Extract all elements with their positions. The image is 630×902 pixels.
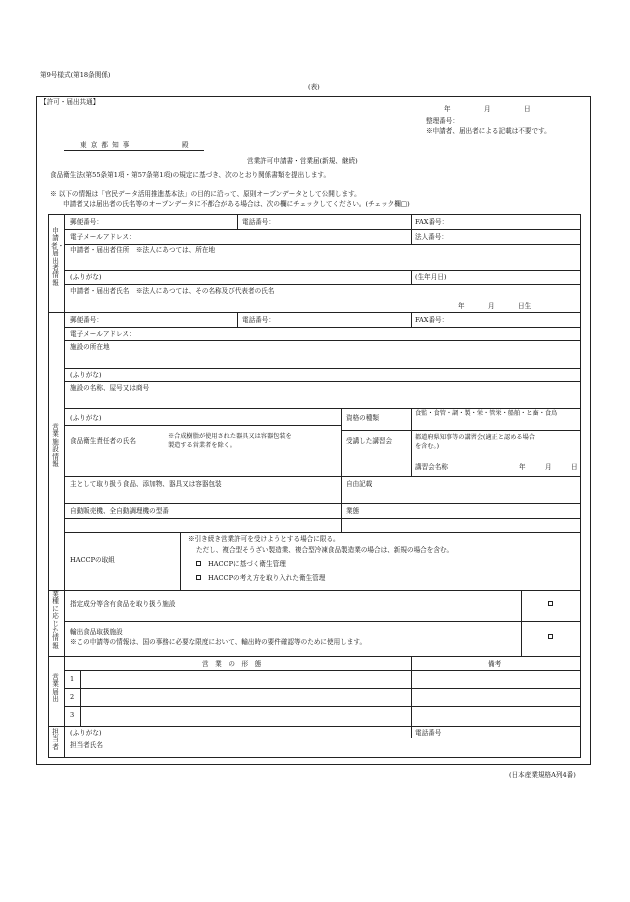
addressee: 東 京 都 知 事 [80, 141, 131, 149]
applicant-furigana[interactable]: (ふりがな) [70, 273, 102, 281]
haccp-note-2: ただし、複合型そうざい製造業、複合型冷凍食品製造業の場合は、新規の場合を含む。 [196, 546, 454, 554]
applicant-birth-month: 月 [488, 302, 495, 310]
course-name[interactable]: 講習会名称 [415, 463, 448, 471]
date-month: 月 [484, 105, 491, 113]
form-number: 第9号様式(第18条関係) [40, 71, 111, 79]
haccp-option-2: HACCPの考え方を取り入れた衛生管理 [208, 574, 326, 582]
export-note: ※この申請等の情報は、国の事務に必要な限度において、輸出時の要件確認等のために使用します。 [70, 638, 367, 646]
haccp-note-1: ※引き続き営業許可を受けようとする場合に限る。 [188, 535, 340, 543]
applicant-name[interactable]: 申請者・届出者氏名 ※法人にあつては、その名称及び代表者の氏名 [70, 287, 275, 295]
contact-phone[interactable]: 電話番号 [415, 729, 442, 737]
applicant-birth-day: 日生 [518, 302, 532, 310]
haccp-option-1: HACCPに基づく衛生管理 [208, 560, 286, 568]
haccp-option-2-checkbox[interactable] [196, 575, 201, 580]
page-title: 営業許可申請書・営業届(新規、継続) [247, 157, 358, 165]
ref-no-note: ※申請者、届出者による記載は不要です。 [426, 127, 551, 135]
notice-line-1: ※ 以下の情報は「官民データ活用推進基本法」の目的に沿って、原則オープンデータとして公開します。 [50, 190, 361, 198]
notice-line-2: 申請者又は届出者の氏名等のオープンデータに不都合がある場合は、次の欄にチェックしてください。(チェック欄□) [63, 200, 410, 208]
business-form[interactable]: 業態 [346, 507, 360, 515]
facility-name[interactable]: 施設の名称、屋号又は商号 [70, 384, 150, 392]
date-year: 年 [444, 105, 451, 113]
paper-size-note: (日本産業規格A列4番) [509, 771, 576, 779]
export-checkbox[interactable] [548, 634, 553, 639]
applicant-fax[interactable]: FAX番号： [415, 218, 449, 226]
free-text-label[interactable]: 自由記載 [346, 480, 373, 488]
facility-furigana[interactable]: (ふりがな) [70, 371, 102, 379]
manager-furigana[interactable]: (ふりがな) [70, 414, 102, 422]
applicant-corp-no[interactable]: 法人番号： [415, 233, 448, 241]
applicant-postal[interactable]: 郵便番号： [70, 218, 103, 226]
applicant-phone[interactable]: 電話番号： [242, 218, 275, 226]
facility-location[interactable]: 施設の所在地 [70, 343, 110, 351]
applicant-birth[interactable]: (生年月日) [415, 273, 447, 281]
section-industry: 業種に応じた情報 [52, 590, 59, 650]
notification-row-1: 1 [70, 675, 75, 683]
intro-text: 食品衛生法(第55条第1項・第57条第1項)の規定に基づき、次のとおり関係書類を提出します。 [50, 171, 331, 179]
course-month: 月 [545, 463, 552, 471]
section-contact: 担当者 [52, 728, 59, 751]
facility-phone[interactable]: 電話番号： [242, 316, 275, 324]
date-day: 日 [524, 105, 531, 113]
facility-postal[interactable]: 郵便番号： [70, 316, 103, 324]
notification-header-note: 備考 [488, 660, 502, 668]
course-label: 受講した講習会 [346, 437, 393, 445]
notification-row-3: 3 [70, 711, 75, 719]
qualification-type: 資格の種類 [346, 414, 379, 422]
haccp-label: HACCPの取組 [70, 556, 115, 564]
section-applicant: 申請者・届出者情報 [51, 227, 65, 287]
vending-model[interactable]: 自動販売機、全自動調理機の型番 [70, 507, 169, 515]
notification-header-form: 営 業 の 形 態 [202, 660, 262, 668]
facility-fax[interactable]: FAX番号： [415, 316, 449, 324]
side-label: (表) [308, 83, 320, 91]
qualification-options[interactable]: 食監・食管・調・製・栄・管栄・船舶・と畜・食鳥 [415, 410, 558, 417]
haccp-option-1-checkbox[interactable] [196, 561, 201, 566]
contact-name[interactable]: 担当者氏名 [70, 741, 103, 749]
facility-email[interactable]: 電子メールアドレス： [70, 330, 136, 338]
manager-name[interactable]: 食品衛生責任者の氏名 [70, 437, 136, 445]
notification-row-2: 2 [70, 693, 75, 701]
manager-note-2: 製造する営業者を除く。 [168, 442, 236, 449]
section-notification: 営業届出 [52, 673, 59, 704]
export-facility: 輸出食品取扱施設 [70, 628, 123, 636]
contact-furigana[interactable]: (ふりがな) [70, 729, 102, 737]
applicant-birth-year: 年 [458, 302, 465, 310]
addressee-honorific: 殿 [182, 141, 189, 149]
common-tag: 【許可・届出共通】 [40, 98, 100, 106]
designated-ingredient-facility: 指定成分等含有食品を取り扱う施設 [70, 600, 176, 608]
products-label[interactable]: 主として取り扱う食品、添加物、器具又は容器包装 [70, 480, 222, 488]
applicant-address[interactable]: 申請者・届出者住所 ※法人にあつては、所在地 [70, 246, 216, 254]
designated-checkbox[interactable] [548, 601, 553, 606]
applicant-email[interactable]: 電子メールアドレス： [70, 233, 136, 241]
course-value-1: 都道府県知事等の講習会(適正と認める場合 [415, 434, 535, 441]
course-value-2: を含む。) [415, 443, 440, 450]
manager-note-1: ※合成樹脂が使用された器具又は容器包装を [168, 433, 292, 440]
course-day: 日 [571, 463, 578, 471]
section-facility: 営業施設情報 [52, 423, 59, 469]
course-year: 年 [519, 463, 526, 471]
ref-no-label: 整理番号： [426, 117, 459, 125]
